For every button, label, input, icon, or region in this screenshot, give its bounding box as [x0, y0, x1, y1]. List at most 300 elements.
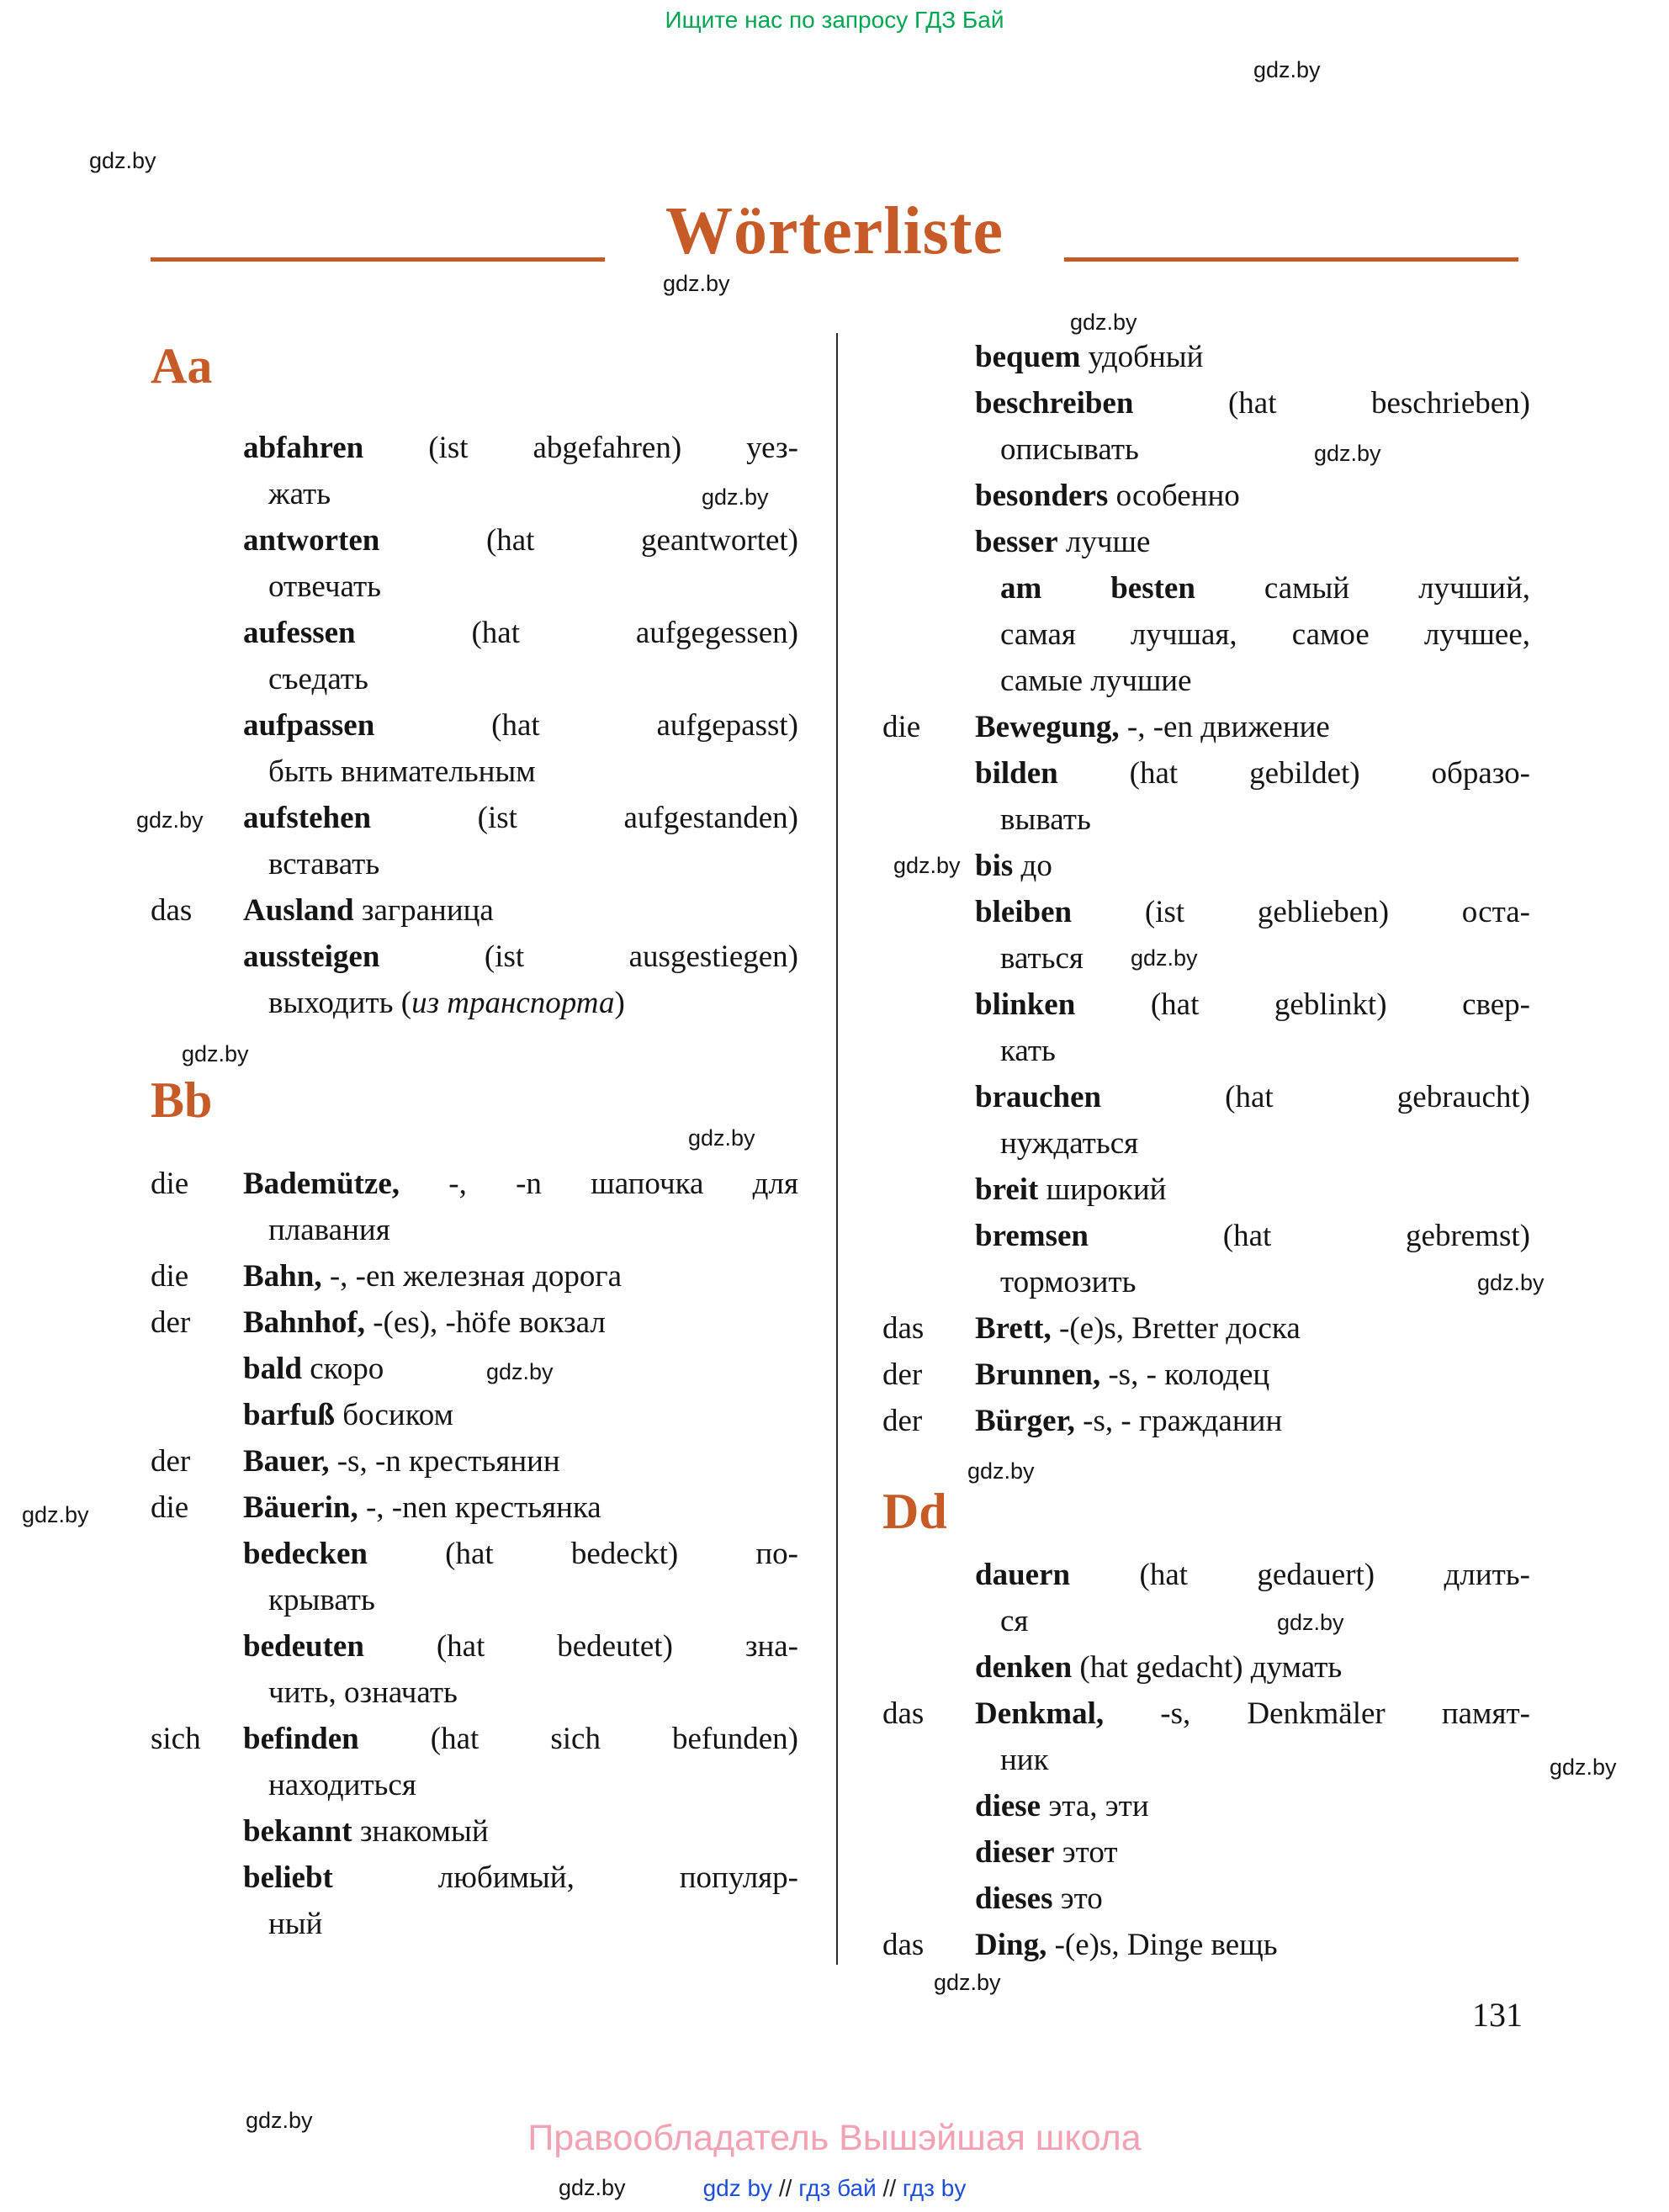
entry-text — [243, 887, 798, 934]
text-segment: находиться — [268, 1768, 416, 1802]
entry-line — [243, 980, 798, 1026]
entry-article — [882, 1644, 975, 1691]
entry-article — [882, 1074, 975, 1167]
dictionary-entry — [882, 1552, 1530, 1644]
copyright-text: Правообладатель Вышэйшая школа — [527, 2118, 1142, 2158]
entry-line — [243, 702, 798, 749]
text-segment: (hat aufgegessen) — [355, 616, 798, 650]
entry-line — [243, 795, 798, 841]
entry-line — [975, 935, 1530, 982]
gdzby-watermark: gdz.by — [967, 1458, 1035, 1484]
dictionary-entry — [882, 1876, 1530, 1922]
entry-text — [243, 1716, 798, 1808]
text-segment: ный — [268, 1907, 323, 1941]
text-segment: Bürger, — [975, 1404, 1075, 1438]
text-segment: bequem — [975, 340, 1081, 374]
text-segment: beliebt — [243, 1860, 333, 1895]
text-segment: barfuß — [243, 1398, 335, 1432]
dictionary-entry — [151, 1438, 798, 1484]
text-segment: (ist ausgestiegen) — [379, 939, 798, 974]
entry-line — [243, 1161, 798, 1207]
text-segment: bleiben — [975, 895, 1073, 929]
footer-link[interactable]: gdz by — [702, 2175, 773, 2201]
entry-article — [882, 334, 975, 380]
entry-article — [882, 889, 975, 982]
text-segment: знакомый — [352, 1814, 489, 1849]
text-segment: befinden — [243, 1722, 359, 1756]
text-segment: нуждаться — [1000, 1126, 1139, 1161]
entry-text — [243, 1808, 798, 1855]
entry-article: der — [882, 1357, 923, 1392]
gdzby-watermark: gdz.by — [1277, 1610, 1344, 1635]
entry-article — [882, 982, 975, 1074]
text-segment: описывать — [1000, 432, 1139, 467]
gdzby-watermark: gdz.by — [1070, 310, 1137, 335]
entry-line — [975, 1737, 1530, 1783]
gdzby-watermark: gdz.by — [182, 1041, 249, 1066]
entry-line — [975, 1691, 1530, 1737]
dictionary-entry — [882, 473, 1530, 519]
dictionary-entry — [882, 1644, 1530, 1691]
entry-article — [882, 1167, 975, 1213]
entry-text — [243, 610, 798, 702]
text-segment: ваться — [1000, 941, 1084, 976]
entry-article: sich — [151, 1722, 201, 1756]
text-segment: Bewegung, — [975, 710, 1120, 744]
entry-text — [975, 473, 1530, 519]
entry-line — [243, 841, 798, 887]
gdzby-watermark: gdz.by — [136, 807, 204, 833]
entry-line — [243, 934, 798, 980]
entry-line — [243, 887, 798, 934]
text-segment: Denkmal, — [975, 1696, 1105, 1731]
text-segment: ник — [1000, 1743, 1049, 1777]
text-segment: (hat bedeutet) зна- — [363, 1629, 798, 1664]
entry-text — [975, 1552, 1530, 1644]
entry-text — [243, 517, 798, 610]
entry-text — [975, 1644, 1530, 1691]
entry-text — [243, 1253, 798, 1299]
text-segment: эта, эти — [1041, 1789, 1149, 1823]
entry-text — [243, 795, 798, 887]
entry-text — [975, 565, 1530, 704]
text-segment: -s, -n крестьянин — [329, 1444, 560, 1479]
entry-article: die — [151, 1259, 189, 1294]
entry-line — [243, 610, 798, 656]
entry-line — [975, 1074, 1530, 1120]
entry-line — [243, 1762, 798, 1808]
text-segment: antworten — [243, 523, 380, 558]
text-segment: -s, - гражданин — [1074, 1404, 1283, 1438]
text-segment: am besten — [1000, 571, 1195, 606]
text-segment: -, -en железная дорога — [321, 1259, 623, 1294]
text-segment: beschreiben — [975, 386, 1134, 421]
dictionary-entry — [882, 565, 1530, 704]
entry-line — [975, 519, 1530, 565]
text-segment: (ist aufgestanden) — [371, 801, 798, 835]
entry-article: das — [151, 893, 193, 928]
entry-article — [151, 934, 243, 1026]
text-segment: широкий — [1038, 1172, 1167, 1207]
text-segment: -(e)s, Dinge вещь — [1046, 1928, 1278, 1962]
dictionary-entry — [882, 889, 1530, 982]
gdzby-watermark: gdz.by — [1314, 441, 1381, 466]
dictionary-entry — [882, 380, 1530, 473]
text-segment: самый лучший, — [1195, 571, 1530, 606]
entry-article — [882, 565, 975, 704]
text-segment: (hat gedauert) длить- — [1070, 1558, 1530, 1592]
dictionary-entry — [882, 519, 1530, 565]
dictionary-entry — [151, 1299, 798, 1346]
entry-text — [243, 425, 798, 517]
text-segment: скоро — [301, 1352, 384, 1386]
text-segment: этот — [1054, 1835, 1118, 1870]
title-rule-left — [151, 257, 605, 262]
section-header-dd: Dd — [882, 1484, 947, 1539]
entry-text — [243, 1346, 798, 1392]
entry-text — [975, 843, 1530, 889]
dictionary-entry — [151, 1161, 798, 1253]
entry-text — [975, 1783, 1530, 1829]
text-segment: diese — [975, 1789, 1041, 1823]
dictionary-entry — [882, 1213, 1530, 1305]
text-segment: bis — [975, 849, 1014, 883]
text-segment: -, -en движение — [1119, 710, 1330, 744]
entry-article — [151, 610, 243, 702]
text-segment: (hat geantwortet) — [379, 523, 798, 558]
text-segment: Bahn, — [243, 1259, 322, 1294]
entry-line — [243, 1299, 798, 1346]
entry-line — [975, 796, 1530, 843]
text-segment: besser — [975, 525, 1058, 559]
entry-line — [975, 1876, 1530, 1922]
text-segment: съедать — [268, 662, 368, 696]
text-segment: Bauer, — [243, 1444, 330, 1479]
entry-text — [243, 1161, 798, 1253]
entry-text — [975, 704, 1530, 750]
text-segment: выходить ( — [268, 986, 412, 1020]
entry-text — [975, 982, 1530, 1074]
text-segment: bremsen — [975, 1219, 1089, 1253]
text-segment: до — [1013, 849, 1052, 883]
entry-line — [243, 656, 798, 702]
entry-text — [243, 1623, 798, 1716]
dictionary-entry — [882, 1167, 1530, 1213]
text-segment: (hat sich befunden) — [358, 1722, 798, 1756]
entry-line — [975, 1829, 1530, 1876]
entry-line — [975, 380, 1530, 426]
text-segment: крывать — [268, 1583, 375, 1617]
text-segment: aufstehen — [243, 801, 372, 835]
gdzby-watermark: gdz.by — [702, 484, 769, 510]
text-segment: (ist abgefahren) уез- — [363, 431, 798, 465]
text-segment: bedeuten — [243, 1629, 364, 1664]
text-segment: -, -nen крестьянка — [358, 1490, 601, 1525]
dictionary-entry — [882, 1783, 1530, 1829]
text-segment: самая лучшая, самое лучшее, — [1000, 617, 1530, 652]
gdzby-watermark: gdz.by — [486, 1359, 554, 1384]
text-segment: (hat aufgepasst) — [374, 708, 798, 743]
entry-article — [882, 843, 975, 889]
entry-line — [243, 1577, 798, 1623]
text-segment: besonders — [975, 479, 1109, 513]
entry-line — [975, 843, 1530, 889]
entry-article — [151, 702, 243, 795]
text-segment: лучше — [1057, 525, 1151, 559]
entry-line — [243, 1670, 798, 1716]
entry-line — [975, 1783, 1530, 1829]
entry-text — [975, 1305, 1530, 1352]
text-segment: плавания — [268, 1213, 390, 1247]
entry-line — [243, 1207, 798, 1253]
text-segment: жать — [268, 477, 331, 511]
text-segment: Bäuerin, — [243, 1490, 358, 1525]
text-segment: bedecken — [243, 1537, 368, 1571]
text-segment: (ist geblieben) оста- — [1072, 895, 1530, 929]
entry-article: die — [882, 710, 921, 744]
dictionary-entry — [882, 1691, 1530, 1783]
text-segment: brauchen — [975, 1080, 1102, 1114]
entry-text — [243, 1855, 798, 1947]
dictionary-entry — [151, 887, 798, 934]
text-segment: aufpassen — [243, 708, 375, 743]
entry-article — [151, 1392, 243, 1438]
entry-line — [243, 425, 798, 471]
entry-text — [243, 702, 798, 795]
entry-article — [882, 1829, 975, 1876]
text-segment: aussteigen — [243, 939, 380, 974]
entry-line — [975, 1398, 1530, 1444]
text-segment: (hat gebildet) образо- — [1057, 756, 1530, 791]
gdzby-watermark: gdz.by — [1550, 1754, 1617, 1780]
text-segment: (hat gedacht) думать — [1072, 1650, 1343, 1685]
page-number: 131 — [1472, 1996, 1523, 2034]
text-segment: быть внимательным — [268, 754, 536, 789]
entry-line — [975, 334, 1530, 380]
text-segment: тормозить — [1000, 1265, 1137, 1299]
entry-text — [975, 380, 1530, 473]
entry-line — [243, 471, 798, 517]
entry-line — [975, 1120, 1530, 1167]
title-rule-right — [1064, 257, 1518, 262]
entry-text — [975, 1167, 1530, 1213]
entry-text — [975, 519, 1530, 565]
entry-text — [975, 1352, 1530, 1398]
entry-line — [243, 564, 798, 610]
text-segment: abfahren — [243, 431, 364, 465]
entry-line — [975, 1644, 1530, 1691]
dictionary-entry — [882, 704, 1530, 750]
text-segment: Brunnen, — [975, 1357, 1101, 1392]
gdzby-watermark: gdz.by — [1477, 1270, 1544, 1295]
text-segment: вывать — [1000, 802, 1091, 837]
entry-line — [975, 750, 1530, 796]
footer-separator: // — [876, 2175, 903, 2201]
entry-line — [243, 1716, 798, 1762]
entry-article — [882, 1552, 975, 1644]
dictionary-entry — [151, 1623, 798, 1716]
entry-line — [243, 1346, 798, 1392]
entry-line — [975, 1922, 1530, 1968]
dictionary-entry — [882, 982, 1530, 1074]
dictionary-entry — [882, 1922, 1530, 1968]
text-segment: чить, означать — [268, 1675, 458, 1710]
entry-line — [975, 1552, 1530, 1598]
text-segment: -, -n шапочка для — [400, 1167, 798, 1201]
dictionary-entry — [882, 334, 1530, 380]
entry-line — [975, 658, 1530, 704]
dictionary-entry — [882, 750, 1530, 843]
top-banner: Ищите нас по запросу ГДЗ Бай — [665, 7, 1004, 33]
dictionary-entry — [882, 1352, 1530, 1398]
entry-line — [975, 611, 1530, 658]
entry-line — [243, 1392, 798, 1438]
dictionary-entry — [151, 425, 798, 517]
dictionary-entry — [151, 1531, 798, 1623]
entry-line — [975, 1352, 1530, 1398]
gdzby-watermark: gdz.by — [1131, 945, 1198, 971]
text-segment: bekannt — [243, 1814, 352, 1849]
text-segment: (hat gebraucht) — [1101, 1080, 1530, 1114]
entry-article — [882, 519, 975, 565]
entry-text — [975, 889, 1530, 982]
footer-separator: // — [772, 2175, 799, 2201]
entry-article — [882, 1876, 975, 1922]
entry-line — [975, 1598, 1530, 1644]
entry-article — [151, 1808, 243, 1855]
text-segment: ся — [1000, 1604, 1029, 1638]
dictionary-entry — [882, 1398, 1530, 1444]
dictionary-entry — [151, 517, 798, 610]
text-segment: bilden — [975, 756, 1058, 791]
text-segment: Bademütze, — [243, 1167, 400, 1201]
entry-article — [882, 1213, 975, 1305]
entry-line — [243, 1855, 798, 1901]
gdzby-watermark: gdz.by — [89, 148, 156, 173]
entry-text — [975, 1829, 1530, 1876]
footer-links — [0, 2175, 1669, 2202]
text-segment: (hat beschrieben) — [1133, 386, 1530, 421]
text-segment: -s, - колодец — [1100, 1357, 1270, 1392]
entry-line — [975, 473, 1530, 519]
entry-article — [151, 425, 243, 517]
text-segment: из транспорта — [411, 986, 615, 1020]
page-title: Wörterliste — [665, 194, 1004, 268]
right-column — [882, 334, 1530, 1968]
entry-article — [882, 380, 975, 473]
dictionary-entry — [151, 1346, 798, 1392]
dictionary-entry — [151, 1484, 798, 1531]
text-segment: blinken — [975, 987, 1076, 1022]
entry-text — [975, 334, 1530, 380]
text-segment: dauern — [975, 1558, 1071, 1592]
text-segment: любимый, популяр- — [332, 1860, 798, 1895]
entry-article: der — [151, 1444, 191, 1479]
entry-line — [243, 1623, 798, 1670]
dictionary-entry — [882, 843, 1530, 889]
entry-text — [243, 1531, 798, 1623]
footer-link[interactable]: гдз бай — [798, 2175, 877, 2201]
entry-line — [243, 517, 798, 564]
dictionary-entry — [882, 1829, 1530, 1876]
entry-text — [975, 1398, 1530, 1444]
dictionary-entry — [151, 702, 798, 795]
text-segment: заграница — [353, 893, 494, 928]
gdzby-watermark: gdz.by — [934, 1970, 1001, 1995]
text-segment: Ding, — [975, 1928, 1047, 1962]
entry-line — [243, 1438, 798, 1484]
dictionary-entry — [151, 1855, 798, 1947]
text-segment: отвечать — [268, 569, 382, 604]
text-segment: кать — [1000, 1034, 1056, 1068]
text-segment: (hat gebremst) — [1088, 1219, 1530, 1253]
entry-line — [243, 1253, 798, 1299]
entry-article — [151, 1346, 243, 1392]
entry-line — [243, 749, 798, 795]
entry-article: das — [882, 1696, 925, 1731]
entry-text — [975, 750, 1530, 843]
entry-article — [151, 1855, 243, 1947]
text-segment: Brett, — [975, 1311, 1052, 1346]
dictionary-entry — [151, 1808, 798, 1855]
entry-text — [243, 1392, 798, 1438]
dictionary-entry — [882, 1074, 1530, 1167]
text-segment: -(e)s, Bretter доска — [1051, 1311, 1301, 1346]
entry-text — [975, 1213, 1530, 1305]
dictionary-entry — [151, 795, 798, 887]
text-segment: aufessen — [243, 616, 356, 650]
entry-article — [151, 1531, 243, 1623]
entry-text — [243, 1299, 798, 1346]
gdzby-watermark: gdz.by — [559, 2175, 626, 2200]
text-segment: Bahnhof, — [243, 1305, 365, 1340]
entry-article — [882, 473, 975, 519]
text-segment: dieses — [975, 1881, 1053, 1916]
dictionary-entry — [151, 1392, 798, 1438]
entry-line — [975, 1259, 1530, 1305]
entry-article: das — [882, 1311, 925, 1346]
column-divider — [836, 333, 838, 1965]
text-segment: (hat geblinkt) свер- — [1075, 987, 1530, 1022]
entry-article — [151, 1623, 243, 1716]
text-segment: самые лучшие — [1000, 664, 1192, 698]
entry-line — [243, 1901, 798, 1947]
section-header-bb: Bb — [151, 1072, 213, 1128]
footer-link[interactable]: гдз by — [902, 2175, 967, 2201]
left-column — [151, 339, 798, 1947]
text-segment: (hat bedeckt) по- — [368, 1537, 798, 1571]
entry-line — [975, 1213, 1530, 1259]
text-segment: -(es), -höfe вокзал — [364, 1305, 606, 1340]
text-segment: особенно — [1108, 479, 1240, 513]
text-segment: босиком — [334, 1398, 454, 1432]
entry-line — [975, 1305, 1530, 1352]
text-segment: bald — [243, 1352, 302, 1386]
gdzby-watermark: gdz.by — [663, 271, 730, 296]
entry-line — [975, 565, 1530, 611]
entry-article: der — [151, 1305, 191, 1340]
text-segment: -s, Denkmäler памят- — [1104, 1696, 1530, 1731]
text-segment: Ausland — [243, 893, 354, 928]
entry-article: das — [882, 1928, 925, 1962]
dictionary-entry — [882, 1305, 1530, 1352]
gdzby-watermark: gdz.by — [246, 2108, 313, 2133]
entry-line — [975, 982, 1530, 1028]
entry-article: der — [882, 1404, 923, 1438]
text-segment: вставать — [268, 847, 380, 881]
text-segment: удобный — [1080, 340, 1204, 374]
section-header-aa: Aa — [151, 338, 213, 394]
